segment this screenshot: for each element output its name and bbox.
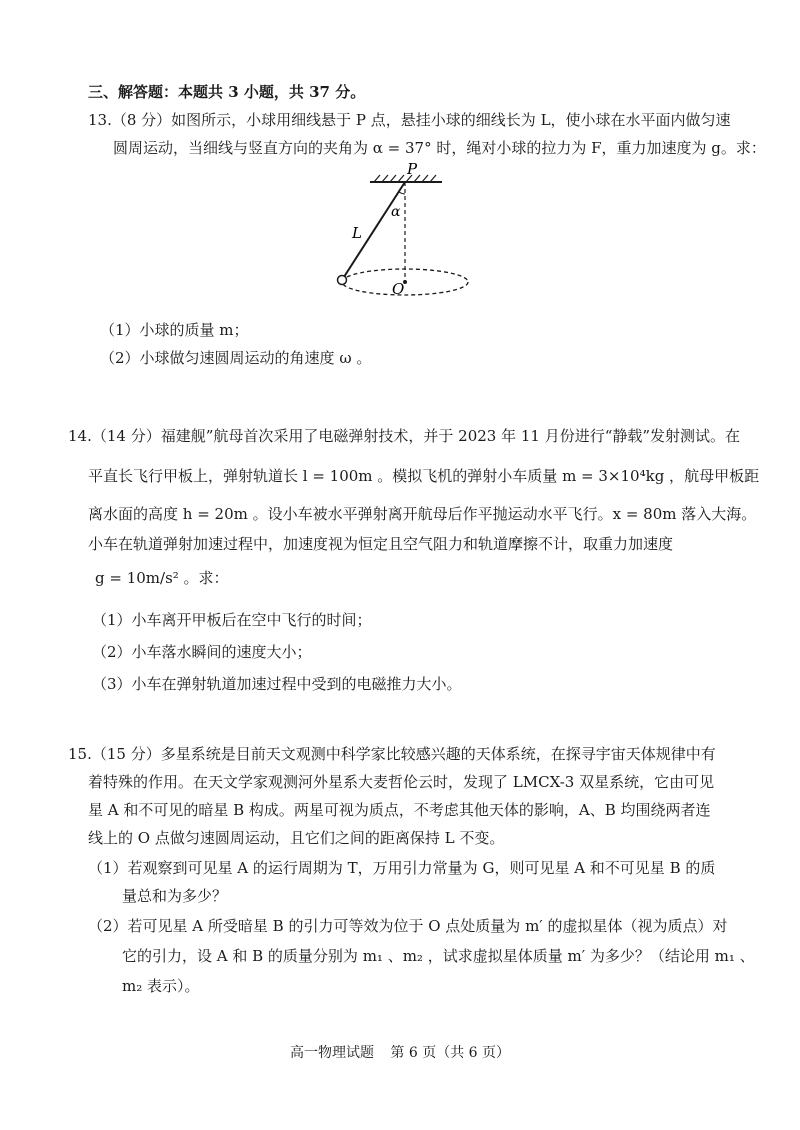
footer-page-number: 第 6 页（共 6 页） [390,1045,511,1061]
footer-subject: 高一物理试题 [289,1045,374,1061]
page-footer [0,1042,800,1062]
q15-text-line-1: 15.（15 分）多星系统是目前天文观测中科学家比较感兴趣的天体系统，在探寻宇宙天体规律中有 [68,745,716,763]
q15-sub-1-line-1: （1）若观察到可见星 A 的运行周期为 T，万用引力常量为 G，则可见星 A 和不可见星 B 的质 [88,859,716,877]
label-alpha: α [391,204,401,220]
q14-text-line-1: 14.（14 分）福建舰”航母首次采用了电磁弹射技术，并于 2023 年 11 月份进行“静载”发射测试。在 [68,427,741,445]
q14-sub-2: （2）小车落水瞬间的速度大小； [92,643,312,661]
q15-sub-1-line-2: 量总和为多少？ [122,887,228,905]
q14-text-line-2: 平直长飞行甲板上，弹射轨道长 l = 100m 。模拟飞机的弹射小车质量 m = 3×10⁴kg ，航母甲板距 [88,467,760,485]
label-l: L [352,224,362,242]
q15-text-line-2: 着特殊的作用。在天文学家观测河外星系大麦哲伦云时，发现了 LMCX-3 双星系统，它由可见 [88,773,715,791]
q14-sub-1: （1）小车离开甲板后在空中飞行的时间； [92,611,372,629]
angle-arc [399,192,405,194]
q14-text-line-3: 离水面的高度 h = 20m 。设小车被水平弹射离开航母后作平抛运动水平飞行。x = 80m 落入大海。 [88,505,757,523]
q13-text-line-2: 圆周运动，当细线与竖直方向的夹角为 α = 37° 时，绳对小球的拉力为 F，重力加速度为 g。求： [113,139,766,157]
label-p: P [407,160,418,178]
q15-sub-2-line-1: （2）若可见星 A 所受暗星 B 的引力可等效为位于 O 点处质量为 m′ 的虚拟星体（视为质点）对 [88,917,728,935]
q15-text-line-3: 星 A 和不可见的暗星 B 构成。两星可视为质点，不考虑其他天体的影响，A、B 均围绕两者连 [88,801,711,819]
section-heading: 三、解答题：本题共 3 小题，共 37 分。 [88,83,366,101]
q15-text-line-4: 线上的 O 点做匀速圆周运动，且它们之间的距离保持 L 不变。 [88,829,505,847]
q13-sub-2: （2）小球做匀速圆周运动的角速度 ω 。 [100,349,372,367]
q15-sub-2-line-2: 它的引力，设 A 和 B 的质量分别为 m₁ 、m₂ ，试求虚拟星体质量 m′ 为多少？（结论用 m₁ 、 [122,947,755,965]
q14-text-line-5: g = 10m/s² 。求： [95,569,229,587]
ball [338,276,347,285]
q13-sub-1: （1）小球的质量 m； [100,321,249,339]
pendulum-figure [330,160,480,305]
ceiling-hatch [374,175,436,182]
label-o: O [392,280,405,298]
q14-text-line-4: 小车在轨道弹射加速过程中，加速度视为恒定且空气阻力和轨道摩擦不计，取重力加速度 [88,535,674,553]
q14-sub-3: （3）小车在弹射轨道加速过程中受到的电磁推力大小。 [92,675,462,693]
q15-sub-2-line-3: m₂ 表示）。 [122,977,200,995]
q13-text-line-1: 13.（8 分）如图所示，小球用细线悬于 P 点，悬挂小球的细线长为 L，使小球在水平面内做匀速 [88,111,731,129]
